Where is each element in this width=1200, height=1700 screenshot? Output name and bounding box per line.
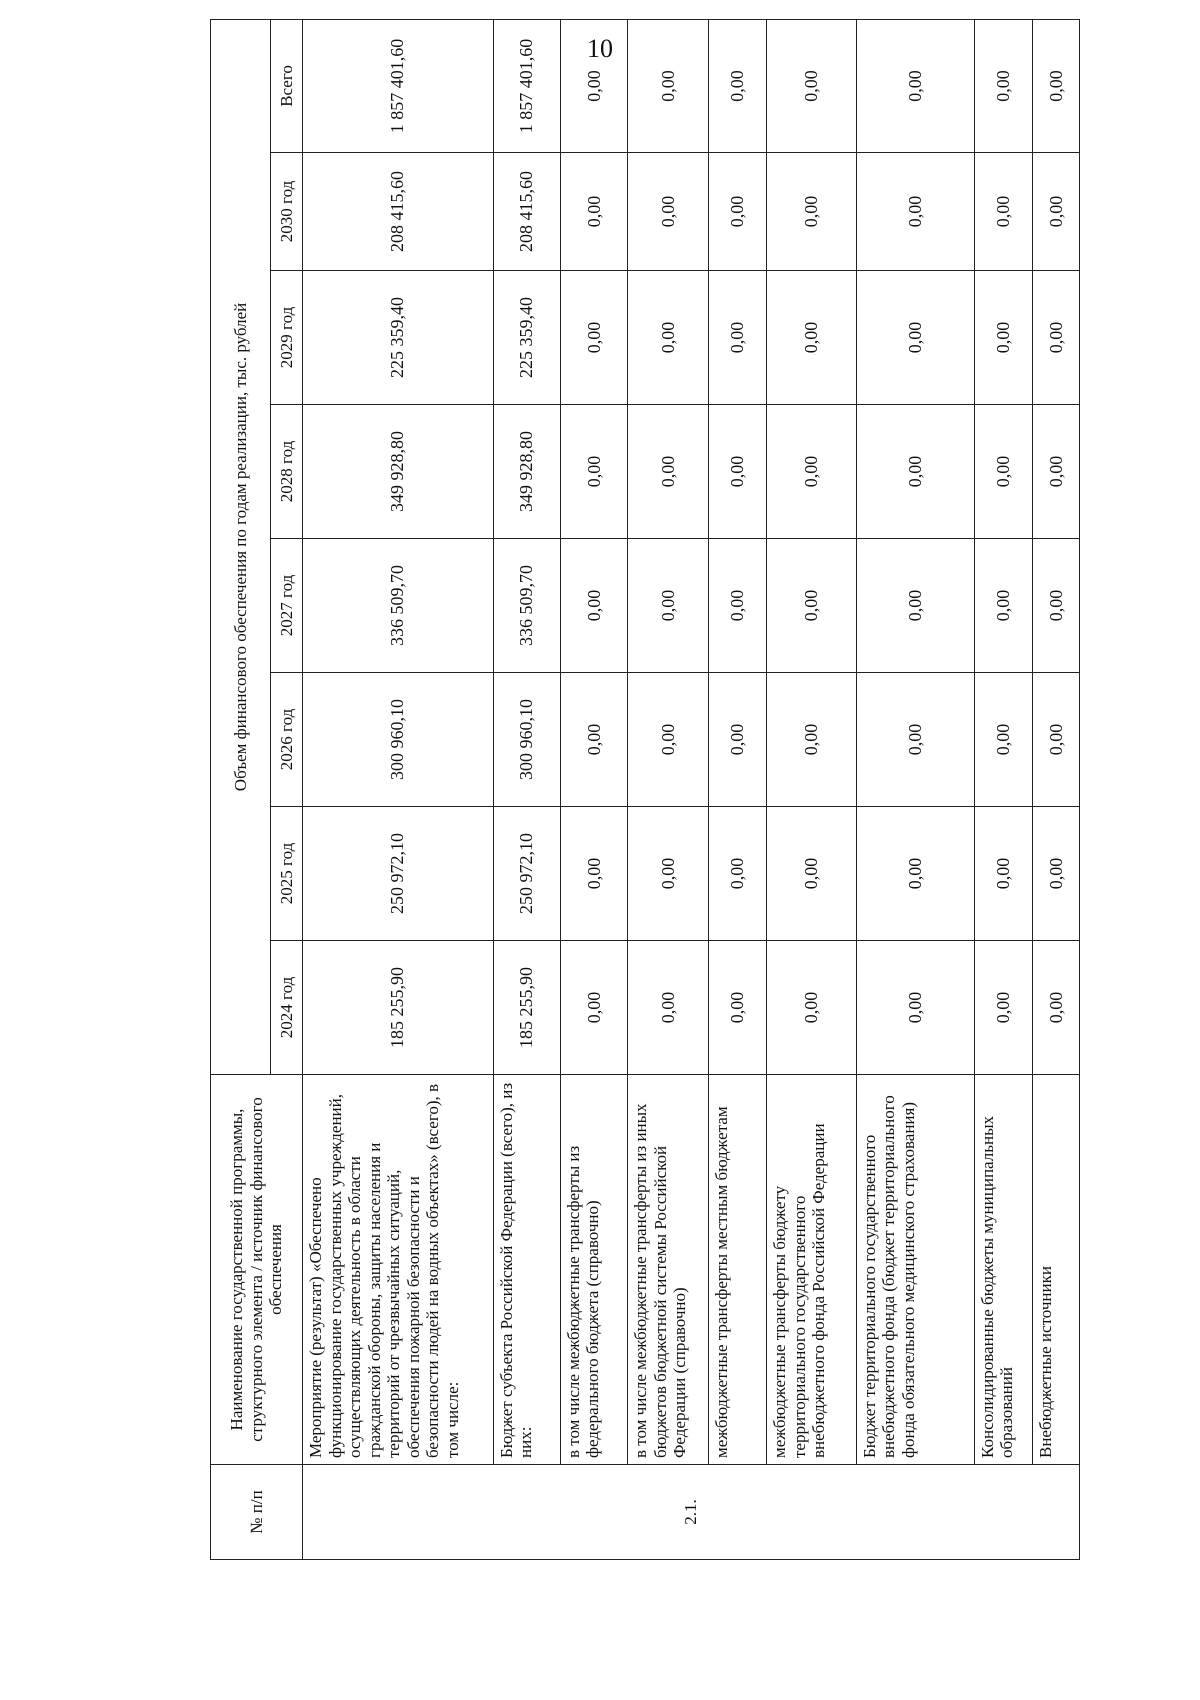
value-cell: 0,00 — [708, 19, 766, 152]
value-cell: 336 509,70 — [493, 539, 560, 673]
value-cell: 0,00 — [767, 19, 857, 152]
header-year: 2029 год — [271, 271, 303, 405]
value-cell: 185 255,90 — [303, 941, 494, 1075]
header-year: 2024 год — [271, 941, 303, 1075]
value-cell: 0,00 — [560, 673, 627, 807]
row-number: 2.1. — [303, 1465, 1080, 1560]
row-name: Внебюджетные источники — [1032, 1075, 1079, 1465]
value-cell: 0,00 — [1032, 405, 1079, 539]
row-name: межбюджетные трансферты местным бюджетам — [708, 1075, 766, 1465]
value-cell: 0,00 — [708, 807, 766, 941]
header-no: № п/п — [211, 1465, 303, 1560]
value-cell: 0,00 — [974, 539, 1032, 673]
value-cell: 0,00 — [560, 941, 627, 1075]
row-name: Бюджет территориального государственного внебюджетного фонда (бюджет территориального фонда обязательного медицинского страхования) — [856, 1075, 974, 1465]
value-cell: 0,00 — [856, 271, 974, 405]
value-cell: 0,00 — [628, 807, 709, 941]
value-cell: 0,00 — [560, 539, 627, 673]
value-cell: 0,00 — [856, 807, 974, 941]
value-cell: 336 509,70 — [303, 539, 494, 673]
page-number: 10 — [587, 34, 613, 63]
value-cell: 349 928,80 — [493, 405, 560, 539]
value-cell: 0,00 — [708, 673, 766, 807]
value-cell: 0,00 — [974, 19, 1032, 152]
value-cell: 0,00 — [767, 673, 857, 807]
value-cell: 208 415,60 — [303, 153, 494, 271]
header-group: Объем финансового обеспечения по годам реализации, тыс. рублей — [211, 19, 271, 1074]
value-cell: 0,00 — [628, 941, 709, 1075]
value-cell: 225 359,40 — [493, 271, 560, 405]
value-cell: 0,00 — [628, 673, 709, 807]
row-name: Бюджет субъекта Российской Федерации (всего), из них: — [493, 1075, 560, 1465]
value-cell: 250 972,10 — [493, 807, 560, 941]
value-cell: 0,00 — [1032, 153, 1079, 271]
value-cell: 0,00 — [767, 405, 857, 539]
value-cell: 225 359,40 — [303, 271, 494, 405]
value-cell: 250 972,10 — [303, 807, 494, 941]
value-cell: 0,00 — [628, 405, 709, 539]
value-cell: 0,00 — [856, 153, 974, 271]
header-year: 2030 год — [271, 153, 303, 271]
value-cell: 300 960,10 — [493, 673, 560, 807]
value-cell: 0,00 — [708, 539, 766, 673]
value-cell: 0,00 — [856, 941, 974, 1075]
value-cell: 0,00 — [628, 539, 709, 673]
value-cell: 349 928,80 — [303, 405, 494, 539]
header-year: 2026 год — [271, 673, 303, 807]
header-year: 2025 год — [271, 807, 303, 941]
value-cell: 0,00 — [974, 807, 1032, 941]
value-cell: 0,00 — [560, 153, 627, 271]
table-row — [560, 19, 627, 1559]
value-cell: 0,00 — [628, 19, 709, 152]
value-cell: 0,00 — [856, 673, 974, 807]
value-cell: 0,00 — [767, 539, 857, 673]
value-cell: 0,00 — [974, 405, 1032, 539]
table-row — [493, 19, 560, 1559]
value-cell: 0,00 — [1032, 271, 1079, 405]
value-cell: 0,00 — [1032, 539, 1079, 673]
value-cell: 0,00 — [767, 941, 857, 1075]
value-cell: 0,00 — [974, 271, 1032, 405]
value-cell: 0,00 — [708, 153, 766, 271]
value-cell: 0,00 — [767, 807, 857, 941]
value-cell: 208 415,60 — [493, 153, 560, 271]
row-name: межбюджетные трансферты бюджету территориального государственного внебюджетного фонда Российской Федерации — [767, 1075, 857, 1465]
value-cell: 0,00 — [856, 19, 974, 152]
table-row — [1032, 19, 1079, 1559]
rotated-table-container — [210, 20, 1080, 1560]
value-cell: 300 960,10 — [303, 673, 494, 807]
value-cell: 0,00 — [1032, 807, 1079, 941]
value-cell: 0,00 — [1032, 941, 1079, 1075]
value-cell: 185 255,90 — [493, 941, 560, 1075]
row-name: Консолидированные бюджеты муниципальных образований — [974, 1075, 1032, 1465]
financing-table — [210, 19, 1080, 1560]
header-year: 2028 год — [271, 405, 303, 539]
value-cell: 0,00 — [767, 153, 857, 271]
value-cell: 0,00 — [974, 941, 1032, 1075]
table-body — [303, 19, 1080, 1559]
table-row — [708, 19, 766, 1559]
value-cell: 1 857 401,60 — [493, 19, 560, 152]
value-cell: 0,00 — [560, 271, 627, 405]
table-row — [856, 19, 974, 1559]
table-row — [303, 19, 494, 1559]
row-name: Мероприятие (результат) «Обеспечено функционирование государственных учреждений, осуществляющих деятельность в области гражданской обороны, защиты населения и территорий от чрезвычайных ситуаций, обеспечения пожарной безопасности и безопасности людей на водных объектах» (всего), в том числе: — [303, 1075, 494, 1465]
row-name: в том числе межбюджетные трансферты из федерального бюджета (справочно) — [560, 1075, 627, 1465]
value-cell: 0,00 — [767, 271, 857, 405]
value-cell: 0,00 — [708, 941, 766, 1075]
table-row — [767, 19, 857, 1559]
value-cell: 1 857 401,60 — [303, 19, 494, 152]
value-cell: 0,00 — [708, 271, 766, 405]
value-cell: 0,00 — [1032, 19, 1079, 152]
value-cell: 0,00 — [560, 807, 627, 941]
row-name: в том числе межбюджетные трансферты из иных бюджетов бюджетной системы Российской Федерации (справочно) — [628, 1075, 709, 1465]
value-cell: 0,00 — [628, 271, 709, 405]
header-year: Всего — [271, 19, 303, 152]
header-year: 2027 год — [271, 539, 303, 673]
value-cell: 0,00 — [974, 153, 1032, 271]
table-row — [628, 19, 709, 1559]
value-cell: 0,00 — [974, 673, 1032, 807]
value-cell: 0,00 — [856, 405, 974, 539]
table-row — [974, 19, 1032, 1559]
value-cell: 0,00 — [856, 539, 974, 673]
value-cell: 0,00 — [1032, 673, 1079, 807]
value-cell: 0,00 — [560, 19, 627, 152]
value-cell: 0,00 — [560, 405, 627, 539]
header-name: Наименование государственной программы, структурного элемента / источник финансового обеспечения — [211, 1075, 303, 1465]
value-cell: 0,00 — [628, 153, 709, 271]
value-cell: 0,00 — [708, 405, 766, 539]
